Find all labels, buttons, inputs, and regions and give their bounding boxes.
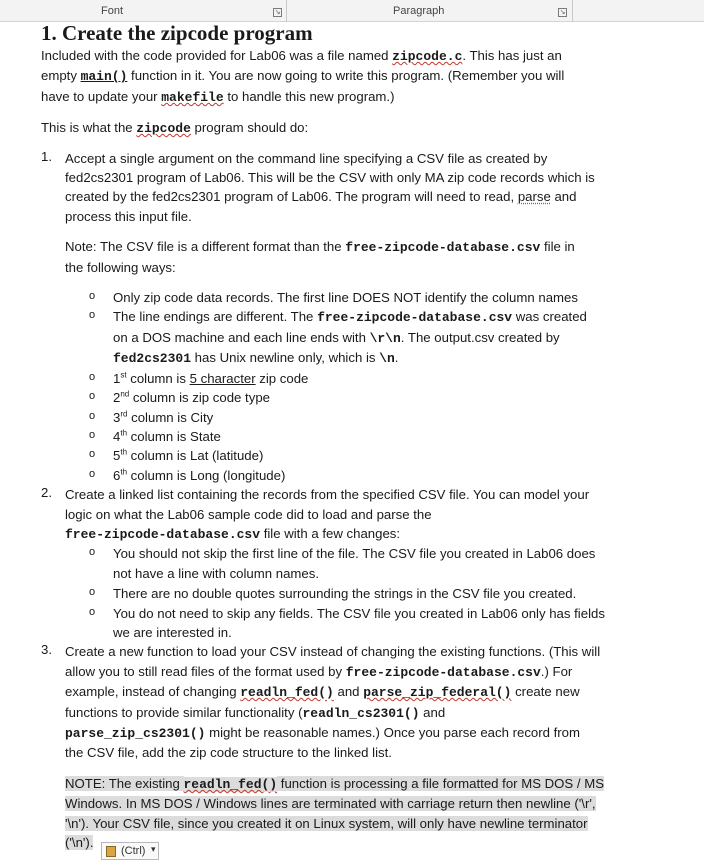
bullet-icon: o (89, 409, 96, 422)
intro-text: function in it. You are now going to write this program. (Remember you will (127, 68, 565, 84)
grammar-flag: parse (517, 189, 551, 205)
document-body[interactable] (41, 22, 621, 852)
font-dialog-launcher-icon[interactable]: ↘ (274, 9, 281, 16)
should-text: program should do: (190, 120, 309, 136)
intro-text: have to update your (41, 88, 162, 104)
list-item: o 1st column is 5 character zip code (89, 370, 309, 386)
list-item: o There are no double quotes surrounding the strings in the CSV file you created. (89, 586, 577, 602)
should-text: This is what the (41, 120, 137, 136)
intro-paragraph (41, 46, 621, 107)
font-group-label: Font (101, 5, 124, 17)
item1-note: Note: The CSV file is a different format than the free-zipcode-database.csv file in the following ways: (65, 239, 575, 275)
paragraph-dialog-launcher-icon[interactable]: ↘ (559, 9, 566, 16)
list-item: o 2nd column is zip code type (89, 389, 270, 406)
list-item: o 6th column is Long (longitude) (89, 467, 286, 483)
ribbon-separator (572, 0, 573, 22)
chevron-down-icon: ▾ (151, 844, 156, 854)
list-item: o You should not skip the first line of the file. The CSV file you created in Lab06 does not have a line with column names. (89, 546, 596, 581)
list-item: o You do not need to skip any fields. The CSV file you created in Lab06 only has fields we are interested in. (89, 605, 605, 640)
code-zipcode: zipcode (136, 121, 191, 137)
paste-options-label: (Ctrl) (121, 845, 146, 857)
bullet-icon: o (89, 428, 96, 441)
paste-options-button[interactable] (101, 842, 159, 860)
ribbon-separator (286, 0, 287, 22)
note-paragraph: NOTE: The existing readln_fed() function is processing a file formatted for MS DOS / MS Windows. In MS DOS / Windows lines are terminated with carriage return then newline ('\r', '\n'). Your CSV file, since you created it on Linux system, will only have newline terminator ('\n'). (65, 775, 605, 851)
item1-text: Accept a single argument on the command line specifying a CSV file as created by fed2cs2301 program of Lab06. This will be the CSV with only MA zip code records which is created by the fed2cs2301 program of Lab06. The program will need to read, parse and process this input file. (65, 150, 595, 224)
section-heading (41, 22, 621, 44)
section-heading-text: 1. Create the zipcode program (41, 21, 313, 45)
list-item: o 4th column is State (89, 428, 221, 444)
list-number: 2. (41, 485, 52, 501)
bullet-icon: o (89, 290, 96, 303)
list-item: o The line endings are different. The free-zipcode-database.csv was created on a DOS machine and each line ends with \r\n. The output.csv created by fed2cs2301 has Unix newline only, which is \n. (89, 309, 587, 367)
list-item-1 (41, 149, 621, 486)
list-item-3 (41, 642, 621, 852)
should-paragraph (41, 118, 621, 138)
bullet-icon: o (89, 586, 96, 599)
bullet-icon: o (89, 390, 96, 403)
item3-text: Create a new function to load your CSV instead of changing the existing functions. (This will allow you to still read files of the format used by free-zipcode-database.csv.) For example, instead of changing readln_fed() and parse_zip_federal() create new functions to provide similar functionality (readln_cs2301() and parse_zip_cs2301() might be reasonable names.) Once you parse each record from the CSV file, add the zip code structure to the linked list. (65, 644, 601, 761)
intro-text: empty (41, 68, 81, 84)
paragraph-group-label: Paragraph (393, 5, 445, 17)
differences-list (65, 288, 621, 485)
intro-text: to handle this new program.) (223, 88, 395, 104)
list-item: o Only zip code data records. The first line DOES NOT identify the column names (89, 290, 578, 306)
code-zipcode-c: zipcode.c (392, 49, 463, 64)
bullet-icon: o (89, 448, 96, 461)
code-free-zipcode-database: free-zipcode-database.csv (345, 240, 541, 256)
ribbon-bar (0, 0, 704, 22)
list-item: o 5th column is Lat (latitude) (89, 447, 264, 464)
item2-text: Create a linked list containing the records from the specified CSV file. You can model your logic on what the Lab06 sample code did to load and parse the free-zipcode-database.csv file with a few changes: (65, 487, 590, 542)
list-number: 1. (41, 148, 52, 164)
changes-list (65, 544, 621, 642)
bullet-icon: o (89, 309, 96, 322)
intro-text: . This has just an (462, 48, 562, 63)
bullet-icon: o (89, 467, 96, 480)
clipboard-icon (106, 846, 116, 857)
code-main: main() (80, 69, 128, 85)
bullet-icon: o (89, 546, 96, 559)
list-item-2 (41, 485, 621, 642)
list-number: 3. (41, 642, 52, 658)
bullet-icon: o (89, 370, 96, 383)
bullet-icon: o (89, 605, 96, 618)
list-item: o 3rd column is City (89, 409, 214, 425)
intro-text: Included with the code provided for Lab06 was a file named (41, 48, 393, 63)
code-makefile: makefile (161, 89, 224, 105)
